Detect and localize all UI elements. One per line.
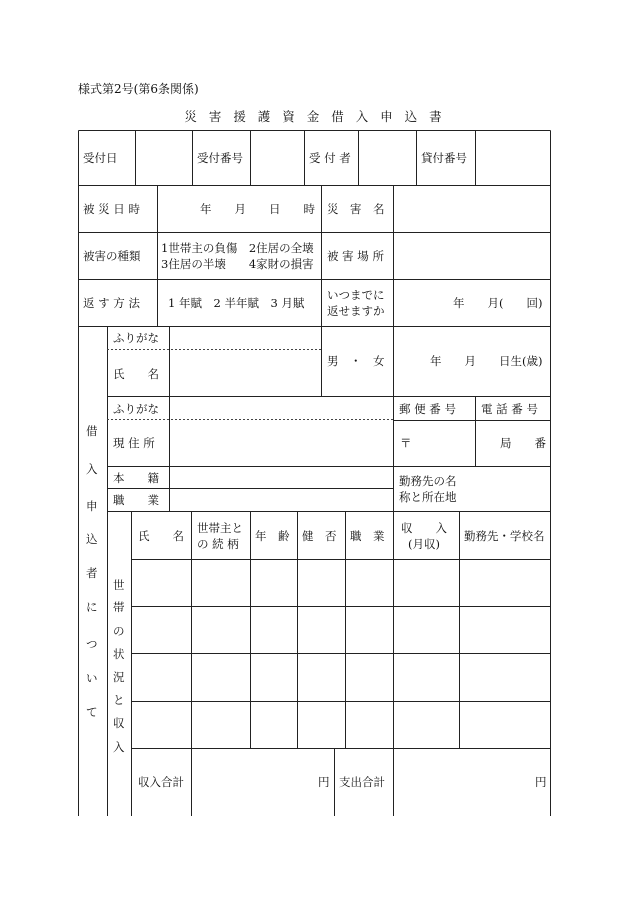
disaster-datetime-label: 被 災 日 時 (83, 202, 140, 216)
postal-mark: 〒 (400, 436, 412, 450)
phone-number-label: 電 話 番 号 (481, 402, 538, 416)
name-label: 氏 名 (113, 367, 159, 381)
damage-type-label: 被害の種類 (83, 249, 141, 263)
household-title-char: の (113, 624, 125, 638)
registered-domicile-label: 本 籍 (113, 471, 159, 485)
workplace-label-line2: 称と所在地 (399, 490, 457, 504)
workplace-label-line1: 勤務先の名 (399, 474, 457, 488)
postal-code-label: 郵 便 番 号 (399, 402, 456, 416)
household-col-age: 年 齢 (255, 529, 290, 543)
repayment-options: 1 年賦 2 半年賦 3 月賦 (168, 296, 305, 310)
damage-options-line2: 3住居の半壊 4家財の損害 (161, 257, 314, 271)
income-total-label: 収入合計 (138, 775, 184, 789)
household-col-school: 勤務先・学校名 (464, 529, 545, 543)
repayment-until-value: 年 月( 回) (453, 296, 543, 310)
birth-date: 年 月 日生(歳) (430, 354, 543, 368)
loan-number-label: 貸付番号 (421, 151, 467, 165)
expense-total-yen: 円 (535, 775, 547, 789)
household-title-char: 状 (113, 647, 125, 661)
occupation-label: 職 業 (113, 493, 159, 507)
household-title-char: 入 (113, 740, 125, 754)
household-col-job: 職 業 (350, 529, 385, 543)
exchange-label: 局 番 (500, 436, 546, 450)
applicant-title-char: て (86, 705, 98, 719)
household-col-income-line1: 収 入 (401, 521, 447, 535)
applicant-title-char: 入 (86, 462, 98, 476)
receiver-label: 受 付 者 (309, 151, 351, 165)
household-title-char: 世 (113, 578, 125, 592)
household-title-char: 帯 (113, 600, 125, 614)
disaster-name-label: 災 害 名 (327, 202, 385, 216)
repayment-until-line1: いつまでに (327, 288, 385, 302)
damage-options-line1: 1世帯主の負傷 2住居の全壊 (161, 241, 314, 255)
disaster-datetime-value: 年 月 日 時 (200, 202, 315, 216)
household-title-char: と (113, 693, 125, 707)
income-total-yen: 円 (318, 775, 330, 789)
form-number: 様式第2号(第6条関係) (78, 82, 199, 96)
applicant-title-char: つ (86, 637, 98, 651)
furigana-label: ふりがな (113, 331, 159, 345)
applicant-title-char: に (86, 600, 98, 614)
household-col-income-line2: (月収) (408, 537, 440, 551)
household-col-health: 健 否 (302, 529, 337, 543)
applicant-title-char: 者 (86, 566, 98, 580)
applicant-title-char: 申 (86, 499, 98, 513)
gender-options: 男 ・ 女 (327, 354, 385, 368)
household-title-char: 況 (113, 670, 125, 684)
furigana-label-2: ふりがな (113, 402, 159, 416)
household-col-name: 氏 名 (138, 529, 184, 543)
address-label: 現 住 所 (113, 436, 155, 450)
household-title-char: 収 (113, 716, 125, 730)
applicant-title-char: い (86, 671, 98, 685)
applicant-title-char: 込 (86, 532, 98, 546)
form-title: 災 害 援 護 資 金 借 入 申 込 書 (184, 109, 446, 124)
repayment-method-label: 返 す 方 法 (83, 296, 140, 310)
reception-date-label: 受付日 (83, 151, 118, 165)
repayment-until-line2: 返せますか (327, 304, 385, 318)
applicant-title-char: 借 (86, 424, 98, 438)
expense-total-label: 支出合計 (339, 775, 385, 789)
household-col-relation-line1: 世帯主と (197, 521, 243, 535)
damage-place-label: 被 害 場 所 (327, 249, 384, 263)
household-col-relation-line2: の 続 柄 (197, 537, 239, 551)
reception-number-label: 受付番号 (197, 151, 243, 165)
